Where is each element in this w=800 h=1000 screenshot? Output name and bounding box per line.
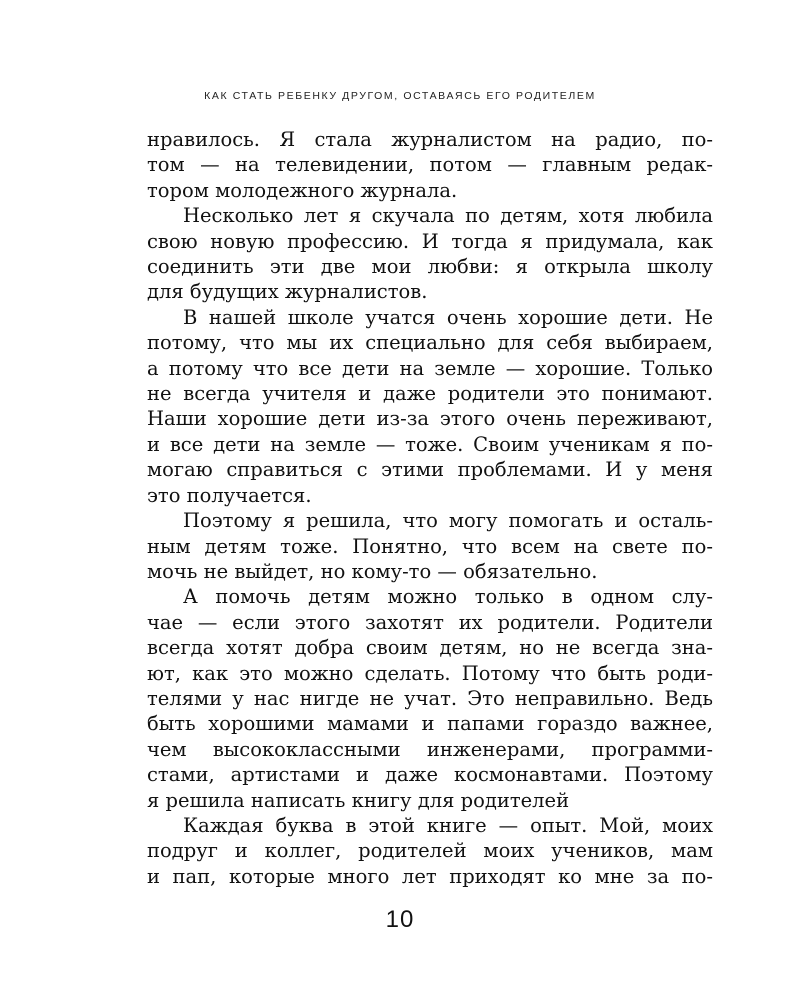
text-line: телями у нас нигде не учат. Это неправильно. Ведь xyxy=(147,686,713,710)
text-line: мочь не выйдет, но кому-то — обязательно. xyxy=(147,559,598,583)
text-line: чем высококлассными инженерами, программи- xyxy=(147,737,713,761)
text-line: свою новую профессию. И тогда я придумала, как xyxy=(147,229,713,253)
paragraph xyxy=(147,203,713,305)
paragraph xyxy=(147,305,713,508)
page-number: 10 xyxy=(385,906,415,933)
text-line: для будущих журналистов. xyxy=(147,280,428,304)
text-line: тором молодежного журнала. xyxy=(147,178,458,202)
text-line: Поэтому я решила, что могу помогать и осталь- xyxy=(183,509,713,533)
text-line: потому, что мы их специально для себя выбираем, xyxy=(147,331,713,355)
paragraph xyxy=(147,508,713,584)
text-line: быть хорошими мамами и папами гораздо важнее, xyxy=(147,712,713,736)
text-line: подруг и коллег, родителей моих учеников, мам xyxy=(147,839,713,863)
text-line: ным детям тоже. Понятно, что всем на свете по- xyxy=(147,534,713,558)
text-line: А помочь детям можно только в одном слу- xyxy=(183,585,713,609)
text-line: ют, как это можно сделать. Потому что быть роди- xyxy=(147,661,713,685)
text-line: могаю справиться с этими проблемами. И у меня xyxy=(147,458,713,482)
text-line: В нашей школе учатся очень хорошие дети. Не xyxy=(183,305,713,329)
text-line: а потому что все дети на земле — хорошие. Только xyxy=(147,356,713,380)
paragraph xyxy=(147,584,713,813)
text-line: это получается. xyxy=(147,483,312,507)
text-line: стами, артистами и даже космонавтами. Поэтому xyxy=(147,763,713,787)
text-line: Каждая буква в этой книге — опыт. Мой, моих xyxy=(183,813,713,837)
text-line: чае — если этого захотят их родители. Родители xyxy=(147,610,713,634)
text-line: и пап, которые много лет приходят ко мне за по- xyxy=(147,864,713,888)
text-line: нравилось. Я стала журналистом на радио, по- xyxy=(147,128,713,151)
running-head: КАК СТАТЬ РЕБЕНКУ ДРУГОМ, ОСТАВАЯСЬ ЕГО РОДИТЕЛЕМ xyxy=(204,90,596,102)
text-line: не всегда учителя и даже родители это понимают. xyxy=(147,382,713,406)
text-line: я решила написать книгу для родителей xyxy=(147,788,570,812)
body-text xyxy=(147,127,713,889)
text-line: том — на телевидении, потом — главным редак- xyxy=(147,153,713,177)
text-line: соединить эти две мои любви: я открыла школу xyxy=(147,255,713,279)
paragraph xyxy=(147,813,713,889)
paragraph xyxy=(147,127,713,203)
text-line: Наши хорошие дети из-за этого очень переживают, xyxy=(147,407,713,431)
text-line: и все дети на земле — тоже. Своим ученикам я по- xyxy=(147,432,713,456)
text-line: Несколько лет я скучала по детям, хотя любила xyxy=(183,204,713,228)
text-line: всегда хотят добра своим детям, но не всегда зна- xyxy=(147,636,713,660)
